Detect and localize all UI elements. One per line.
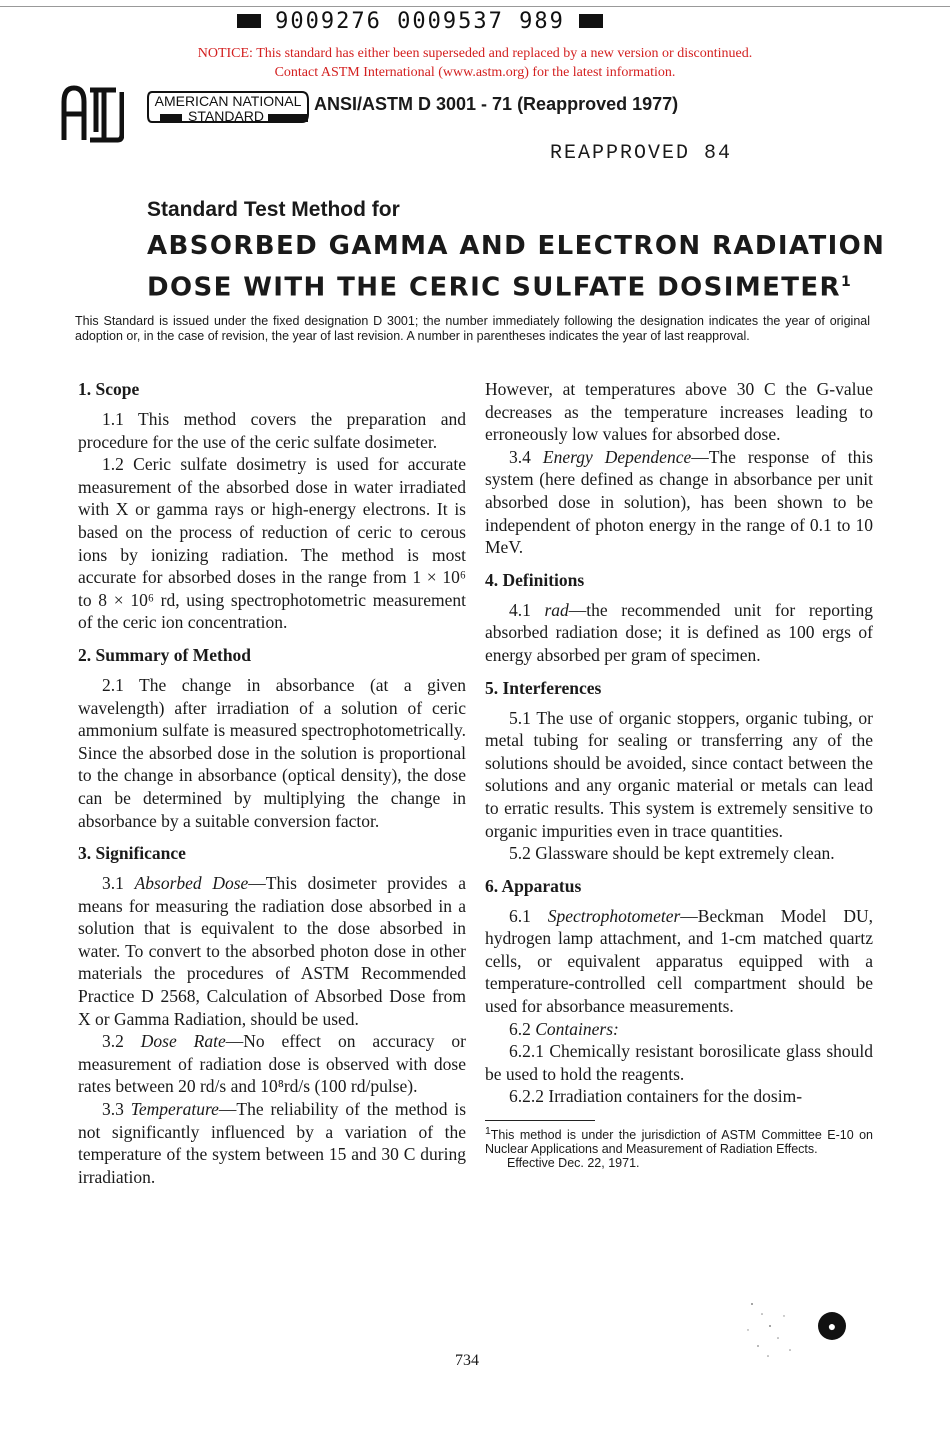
seal-icon: ● xyxy=(818,1312,846,1340)
paragraph xyxy=(485,905,873,1018)
astm-logo-icon xyxy=(60,80,124,150)
intro-paragraph: This Standard is issued under the fixed designation D 3001; the number immediately following the designation indicates the year of original adoption or, in the case of revision, the year of last revision. A number in parentheses indicates the year of last reapproval. xyxy=(75,314,870,343)
clause-number: 3.1 xyxy=(102,873,124,894)
document-control-number xyxy=(230,8,610,34)
clause-text: —No effect on accuracy or measurement of radiation dose is observed with dose rates between 20 rd/s and 10⁸rd/s (100 rd/pulse). xyxy=(78,1031,466,1097)
designation: ANSI/ASTM D 3001 - 71 (Reapproved 1977) xyxy=(314,94,679,114)
clause-number: 3.4 xyxy=(509,446,531,467)
paragraph: 5.1 The use of organic stoppers, organic tubing, or metal tubing for sealing or transferring any of the solutions should be avoided, since contact between the solutions and any organic material or metals can lead to erratic results. This system is extremely sensitive to organic impurities even in trace quantities. xyxy=(485,707,873,841)
clause-text: —This dosimeter provides a means for measuring the radiation dose absorbed in a solution that is equivalent to the dose absorbed in water. To convert to the absorbed photon dose in other materials the procedures of ASTM Recommended Practice D 2568, Calculation of Absorbed Dose from X or Gamma Radiation, should be used. xyxy=(78,873,467,1029)
clause-number: 3.2 xyxy=(102,1031,124,1052)
title-main xyxy=(147,228,907,306)
clause-term: Spectrophotometer xyxy=(547,905,681,926)
paragraph: 6.2.2 Irradiation containers for the dosim- xyxy=(509,1086,803,1107)
section-heading: 4. Definitions xyxy=(485,569,585,590)
clause-term: Absorbed Dose xyxy=(134,873,249,894)
badge-line-1: AMERICAN NATIONAL xyxy=(154,93,302,109)
section-heading: 3. Significance xyxy=(78,843,186,864)
paragraph: 1.1 This method covers the preparation and procedure for the use of the ceric sulfate dosimeter. xyxy=(78,409,466,452)
footnote-mark: 1 xyxy=(485,1126,491,1138)
paragraph: 6.2.1 Chemically resistant borosilicate glass should be used to hold the reagents. xyxy=(485,1041,873,1084)
paragraph xyxy=(78,1098,466,1188)
title-footnote-mark: 1 xyxy=(840,274,853,290)
american-national-standard-badge xyxy=(146,90,310,124)
paragraph: 5.2 Glassware should be kept extremely clean. xyxy=(509,843,835,864)
notice-line-1: NOTICE: This standard has either been superseded and replaced by a new version or discontinued. xyxy=(197,46,753,61)
footnote-text: This method is under the jurisdiction of ASTM Committee E-10 on Nuclear Applications and Measurement of Radiation Effects. xyxy=(485,1128,873,1157)
paragraph: However, at temperatures above 30 C the G-value decreases as the temperature increases leading to erroneously low values for absorbed dose. xyxy=(485,379,873,445)
clause-number: 6.2 xyxy=(509,1018,531,1039)
paragraph: 2.1 The change in absorbance (at a given wavelength) after irradiation of a solution of ceric ammonium sulfate is measured spectrophotometrically. Since the absorbed dose in the solution is proportional to the change in absorbance (optical density), the dose can be determined by multiplying the change in absorbance by a suitable conversion factor. xyxy=(78,674,466,831)
left-column xyxy=(78,378,466,1188)
clause-text: —The response of this system (here defined as change in absorbance per unit absorbed dose in solution), has been shown to be independent of photon energy in the range of 0.1 to 10 MeV. xyxy=(485,446,873,558)
title-line-1: Standard Test Method for xyxy=(147,198,400,221)
clause-term: Energy Dependence xyxy=(542,446,692,467)
clause-term: Containers: xyxy=(535,1018,619,1039)
page-number: 734 xyxy=(455,1352,479,1369)
top-rule xyxy=(0,6,950,7)
paragraph xyxy=(78,872,466,1030)
clause-number: 4.1 xyxy=(509,599,531,620)
notice-line-2: Contact ASTM International (www.astm.org) for the latest information. xyxy=(274,65,676,80)
clause-text: —The reliability of the method is not significantly influenced by a variation of the temperature of the system between 15 and 30 C during irradiation. xyxy=(78,1099,466,1187)
section-heading: 1. Scope xyxy=(78,379,140,399)
section-heading: 2. Summary of Method xyxy=(78,644,252,665)
clause-number: 6.1 xyxy=(509,905,531,926)
section-heading: 5. Interferences xyxy=(485,677,602,698)
title-main-text: ABSORBED GAMMA AND ELECTRON RADIATION DOSE WITH THE CERIC SULFATE DOSIMETER xyxy=(147,231,886,303)
clause-term: Dose Rate xyxy=(140,1031,226,1052)
footnote-rule xyxy=(485,1120,595,1121)
scan-speckle xyxy=(740,1286,820,1366)
footnote xyxy=(485,1125,873,1156)
paragraph: 1.2 Ceric sulfate dosimetry is used for accurate measurement of the absorbed dose in water irradiated with X or gamma rays or high-energy electrons. It is based on the process of reduction of ceric to cerous ions by ionizing radiation. The method is most accurate for absorbed doses in the range from 1 × 10⁶ to 8 × 10⁶ rd, using spectrophotometric measurement of the ceric ion concentration. xyxy=(78,454,466,633)
bar-block-icon xyxy=(237,14,261,28)
barcode-text: 9009276 0009537 989 xyxy=(275,8,565,34)
section-heading: 6. Apparatus xyxy=(485,875,582,896)
paragraph xyxy=(485,1018,873,1041)
clause-text: —the recommended unit for reporting absorbed radiation dose; it is defined as 100 ergs of energy absorbed per gram of specimen. xyxy=(485,599,873,665)
notice xyxy=(100,44,850,82)
clause-number: 3.3 xyxy=(102,1099,124,1120)
clause-term: rad xyxy=(544,599,569,620)
badge-line-2: STANDARD xyxy=(188,108,264,124)
right-column xyxy=(485,378,873,1170)
reapproved-stamp: REAPPROVED 84 xyxy=(550,142,733,165)
paragraph xyxy=(485,446,873,559)
clause-term: Temperature xyxy=(130,1099,219,1120)
effective-date: Effective Dec. 22, 1971. xyxy=(507,1156,640,1171)
paragraph xyxy=(78,1030,466,1098)
bar-block-icon xyxy=(579,14,603,28)
clause-text: —Beckman Model DU, hydrogen lamp attachment, and 1-cm matched quartz cells, or equivalent apparatus equipped with a temperature-controlled cell compartment should be used for absorbance measurements. xyxy=(485,905,873,1017)
paragraph xyxy=(485,599,873,667)
